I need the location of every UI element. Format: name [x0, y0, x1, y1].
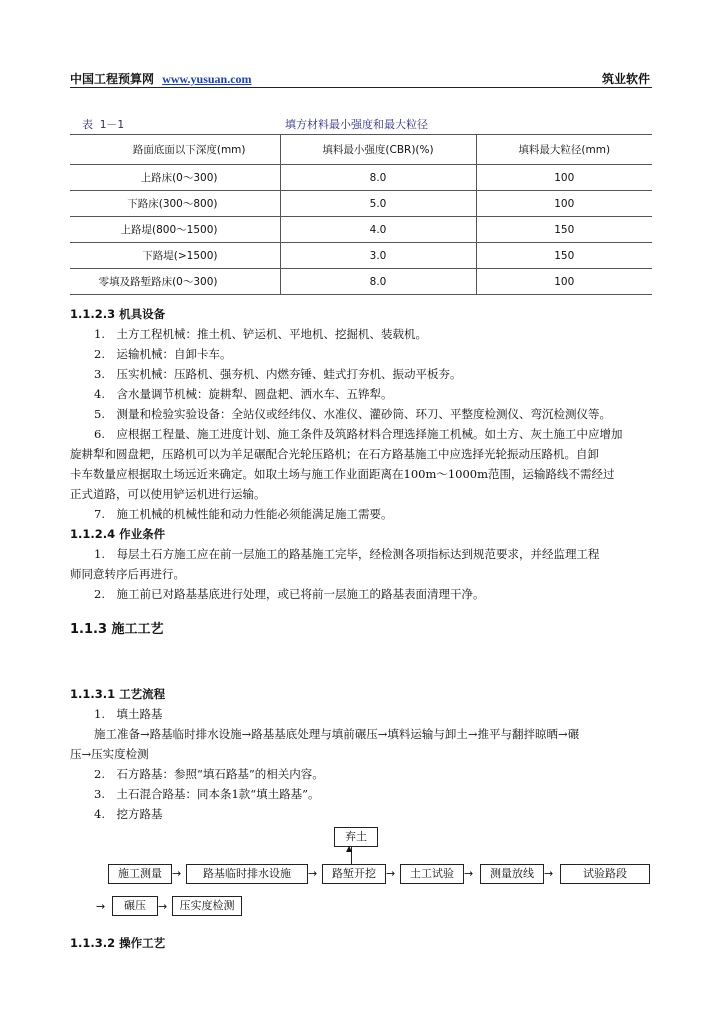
- table-cell: 下路床(300～800): [70, 191, 280, 217]
- flow-arrow: →: [96, 900, 106, 913]
- heading-1131: 1.1.3.1 工艺流程: [70, 687, 166, 701]
- flow-box-trial-section: 试验路段: [560, 864, 650, 884]
- heading-1132: 1.1.3.2 操作工艺: [70, 936, 166, 950]
- heading-1123: 1.1.2.3 机具设备: [70, 307, 166, 321]
- heading-113: 1.1.3 施工工艺: [70, 622, 164, 637]
- list-item: 1. 土方工程机械：推土机、铲运机、平地机、挖掘机、装载机。: [94, 327, 427, 341]
- table-cell: 150: [476, 243, 652, 269]
- table-cell: 150: [476, 217, 652, 243]
- table-cell: 100: [476, 269, 652, 295]
- flow-box-spoil: 弃土: [334, 827, 378, 847]
- flow-up-arrow: ▲: [346, 844, 353, 853]
- table-cell: 上路床(0～300): [70, 165, 280, 191]
- list-item: 4. 挖方路基: [94, 807, 163, 821]
- table-cell: 100: [476, 191, 652, 217]
- list-item: 3. 压实机械：压路机、强夯机、内燃夯锤、蛙式打夯机、振动平板夯。: [94, 367, 462, 381]
- paragraph-line: 正式道路，可以使用铲运机进行运输。: [70, 487, 266, 501]
- table-cell: 下路堤(>1500): [70, 243, 280, 269]
- table-cell: 8.0: [280, 165, 476, 191]
- table-cell: 5.0: [280, 191, 476, 217]
- list-item: 7. 施工机械的机械性能和动力性能必须能满足施工需要。: [94, 507, 393, 521]
- list-item: 2. 施工前已对路基基底进行处理，或已将前一层施工的路基表面清理干净。: [94, 587, 485, 601]
- fill-material-table: [70, 134, 652, 295]
- table-header-row: [70, 135, 652, 165]
- paragraph-line: 压→压实度检测: [70, 747, 149, 761]
- list-item: 3. 土石混合路基：同本条1款“填土路基”。: [94, 787, 320, 801]
- flow-arrow: →: [308, 867, 318, 880]
- paragraph-line: 施工准备→路基临时排水设施→路基基底处理与填前碾压→填料运输与卸土→推平与翻拌晾晒→碾: [94, 727, 580, 741]
- list-item: 4. 含水量调节机械：旋耕犁、圆盘耙、洒水车、五铧犁。: [94, 387, 393, 401]
- site-url-link[interactable]: www.yusuan.com: [162, 72, 252, 86]
- table-cell: 3.0: [280, 243, 476, 269]
- flow-box-drainage: 路基临时排水设施: [186, 864, 308, 884]
- table-row: [70, 269, 652, 295]
- list-item: 1. 填土路基: [94, 707, 163, 721]
- flow-box-layout: 测量放线: [480, 864, 544, 884]
- list-item: 2. 石方路基：参照“填石路基”的相关内容。: [94, 767, 324, 781]
- flow-box-compaction: 碾压: [112, 896, 158, 916]
- paragraph-line: 旋耕犁和圆盘耙，压路机可以为羊足碾配合光轮压路机；在石方路基施工中应选择光轮振动压路机。自卸: [70, 447, 599, 461]
- flow-arrow: →: [464, 867, 474, 880]
- table-cell: 零填及路堑路床(0～300): [70, 269, 280, 295]
- header-left: [70, 70, 252, 87]
- table-header-cell: 填料最小强度(CBR)(%): [280, 135, 476, 165]
- flow-arrow: →: [158, 900, 168, 913]
- flow-arrow: →: [544, 867, 554, 880]
- table-row: [70, 217, 652, 243]
- site-name: 中国工程预算网: [70, 72, 155, 86]
- table-label: 表 1－1: [82, 118, 124, 131]
- flow-arrow: →: [172, 867, 182, 880]
- table-row: [70, 243, 652, 269]
- table-cell: 4.0: [280, 217, 476, 243]
- paragraph-line: 卡车数量应根据取土场远近来确定。如取土场与施工作业面距离在100m～1000m范围，运输路线不需经过: [70, 467, 615, 481]
- list-item: 1. 每层土石方施工应在前一层施工的路基施工完毕，经检测各项指标达到规范要求，并经监理工程: [94, 547, 600, 561]
- table-title: 填方材料最小强度和最大粒径: [285, 118, 428, 131]
- paragraph-line: 师同意转序后再进行。: [70, 567, 185, 581]
- table-header-cell: 填料最大粒径(mm): [476, 135, 652, 165]
- flow-arrow: →: [386, 867, 396, 880]
- table-cell: 100: [476, 165, 652, 191]
- flow-box-survey: 施工测量: [108, 864, 172, 884]
- list-item: 5. 测量和检验实验设备：全站仪或经纬仪、水准仪、灌砂筒、环刀、平整度检测仪、弯沉检测仪等。: [94, 407, 611, 421]
- flow-box-excavation: 路堑开挖: [322, 864, 386, 884]
- table-row: [70, 191, 652, 217]
- header-right: 筑业软件: [601, 72, 650, 86]
- table-cell: 上路堤(800～1500): [70, 217, 280, 243]
- flow-box-soil-test: 土工试验: [400, 864, 464, 884]
- table-row: [70, 165, 652, 191]
- heading-1124: 1.1.2.4 作业条件: [70, 527, 166, 541]
- table-header-cell: 路面底面以下深度(mm): [70, 135, 280, 165]
- table-cell: 8.0: [280, 269, 476, 295]
- list-item: 6. 应根据工程量、施工进度计划、施工条件及筑路材料合理选择施工机械。如土方、灰土施工中应增加: [94, 427, 623, 441]
- list-item: 2. 运输机械：自卸卡车。: [94, 347, 232, 361]
- flow-box-density-test: 压实度检测: [172, 896, 242, 916]
- page-header: [70, 70, 652, 88]
